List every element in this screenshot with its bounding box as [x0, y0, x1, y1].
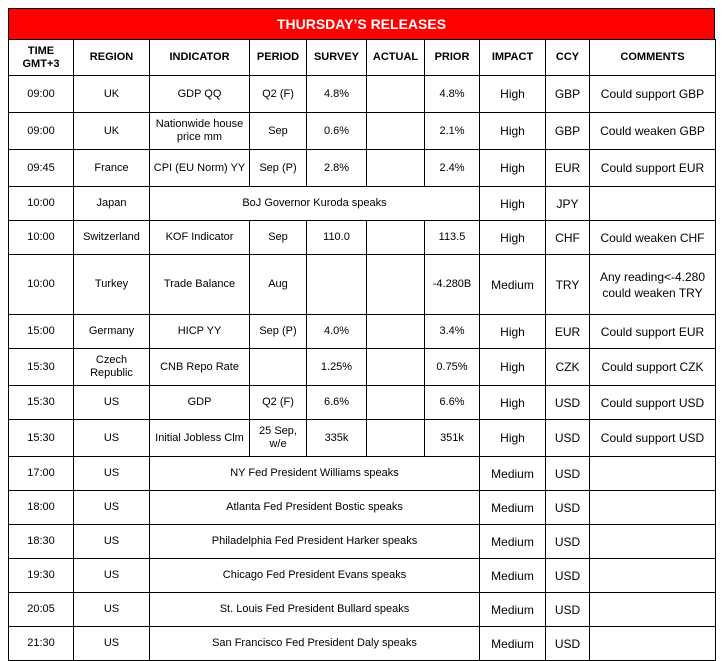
cell-time: 19:30 — [9, 559, 74, 593]
table-title: THURSDAY’S RELEASES — [8, 8, 715, 39]
cell-actual — [367, 315, 425, 349]
cell-ccy: USD — [546, 386, 590, 420]
table-row — [9, 491, 716, 525]
cell-indicator: Nationwide house price mm — [150, 113, 250, 150]
cell-time: 10:00 — [9, 255, 74, 315]
cell-survey: 1.25% — [307, 349, 367, 386]
cell-ccy: USD — [546, 457, 590, 491]
cell-prior: 3.4% — [425, 315, 480, 349]
cell-region: Germany — [74, 315, 150, 349]
table-body — [9, 76, 716, 661]
cell-ccy: USD — [546, 627, 590, 661]
header-period: PERIOD — [250, 40, 307, 76]
cell-time: 09:45 — [9, 150, 74, 187]
cell-impact: High — [480, 150, 546, 187]
cell-comments — [590, 491, 716, 525]
cell-region: Turkey — [74, 255, 150, 315]
cell-region: US — [74, 593, 150, 627]
cell-period: 25 Sep, w/e — [250, 420, 307, 457]
cell-impact: Medium — [480, 491, 546, 525]
cell-ccy: CHF — [546, 221, 590, 255]
table-row — [9, 457, 716, 491]
cell-actual — [367, 76, 425, 113]
cell-comments — [590, 627, 716, 661]
cell-survey — [307, 255, 367, 315]
cell-comments: Any reading<-4.280 could weaken TRY — [590, 255, 716, 315]
cell-ccy: USD — [546, 525, 590, 559]
cell-survey: 4.0% — [307, 315, 367, 349]
cell-region: US — [74, 559, 150, 593]
cell-time: 18:30 — [9, 525, 74, 559]
cell-impact: Medium — [480, 255, 546, 315]
cell-comments: Could support EUR — [590, 150, 716, 187]
cell-ccy: GBP — [546, 113, 590, 150]
header-row — [9, 40, 716, 76]
cell-region: US — [74, 525, 150, 559]
cell-time: 15:00 — [9, 315, 74, 349]
cell-comments: Could weaken GBP — [590, 113, 716, 150]
cell-region: Switzerland — [74, 221, 150, 255]
cell-prior: 2.1% — [425, 113, 480, 150]
cell-ccy: JPY — [546, 187, 590, 221]
cell-region: UK — [74, 76, 150, 113]
cell-ccy: USD — [546, 559, 590, 593]
table-row — [9, 255, 716, 315]
cell-ccy: TRY — [546, 255, 590, 315]
cell-survey: 4.8% — [307, 76, 367, 113]
cell-impact: High — [480, 221, 546, 255]
header-ccy: CCY — [546, 40, 590, 76]
cell-period — [250, 349, 307, 386]
cell-ccy: EUR — [546, 315, 590, 349]
cell-period: Sep (P) — [250, 315, 307, 349]
cell-actual — [367, 221, 425, 255]
cell-region: Japan — [74, 187, 150, 221]
cell-indicator: CPI (EU Norm) YY — [150, 150, 250, 187]
cell-comments: Could support USD — [590, 386, 716, 420]
cell-comments: Could support GBP — [590, 76, 716, 113]
cell-prior: 0.75% — [425, 349, 480, 386]
cell-time: 18:00 — [9, 491, 74, 525]
cell-event: St. Louis Fed President Bullard speaks — [150, 593, 480, 627]
cell-indicator: HICP YY — [150, 315, 250, 349]
cell-survey: 6.6% — [307, 386, 367, 420]
cell-time: 09:00 — [9, 76, 74, 113]
header-survey: SURVEY — [307, 40, 367, 76]
table-row — [9, 627, 716, 661]
cell-impact: Medium — [480, 525, 546, 559]
table-row — [9, 593, 716, 627]
cell-ccy: GBP — [546, 76, 590, 113]
cell-prior: 351k — [425, 420, 480, 457]
cell-actual — [367, 113, 425, 150]
cell-impact: Medium — [480, 627, 546, 661]
cell-time: 17:00 — [9, 457, 74, 491]
cell-indicator: GDP QQ — [150, 76, 250, 113]
cell-impact: High — [480, 349, 546, 386]
cell-actual — [367, 386, 425, 420]
cell-indicator: KOF Indicator — [150, 221, 250, 255]
cell-period: Sep (P) — [250, 150, 307, 187]
cell-event: San Francisco Fed President Daly speaks — [150, 627, 480, 661]
cell-impact: High — [480, 113, 546, 150]
cell-actual — [367, 420, 425, 457]
cell-actual — [367, 150, 425, 187]
cell-impact: High — [480, 315, 546, 349]
cell-period: Q2 (F) — [250, 76, 307, 113]
cell-comments: Could support CZK — [590, 349, 716, 386]
table-row — [9, 150, 716, 187]
table-row — [9, 559, 716, 593]
cell-ccy: EUR — [546, 150, 590, 187]
header-comments: COMMENTS — [590, 40, 716, 76]
cell-event: BoJ Governor Kuroda speaks — [150, 187, 480, 221]
table-row — [9, 315, 716, 349]
cell-impact: Medium — [480, 457, 546, 491]
cell-indicator: GDP — [150, 386, 250, 420]
cell-ccy: USD — [546, 593, 590, 627]
cell-region: US — [74, 457, 150, 491]
cell-event: Philadelphia Fed President Harker speaks — [150, 525, 480, 559]
cell-impact: Medium — [480, 559, 546, 593]
cell-impact: Medium — [480, 593, 546, 627]
header-region: REGION — [74, 40, 150, 76]
releases-panel — [8, 8, 715, 661]
cell-region: US — [74, 627, 150, 661]
cell-comments — [590, 593, 716, 627]
cell-period: Q2 (F) — [250, 386, 307, 420]
cell-indicator: Initial Jobless Clm — [150, 420, 250, 457]
table-row — [9, 349, 716, 386]
cell-event: Atlanta Fed President Bostic speaks — [150, 491, 480, 525]
cell-comments: Could support EUR — [590, 315, 716, 349]
cell-impact: High — [480, 76, 546, 113]
cell-prior: -4.280B — [425, 255, 480, 315]
header-impact: IMPACT — [480, 40, 546, 76]
table-row — [9, 76, 716, 113]
cell-survey: 2.8% — [307, 150, 367, 187]
cell-ccy: USD — [546, 491, 590, 525]
cell-comments: Could support USD — [590, 420, 716, 457]
cell-region: France — [74, 150, 150, 187]
cell-survey: 335k — [307, 420, 367, 457]
cell-indicator: Trade Balance — [150, 255, 250, 315]
releases-table — [8, 39, 716, 661]
header-actual: ACTUAL — [367, 40, 425, 76]
cell-time: 15:30 — [9, 420, 74, 457]
cell-actual — [367, 255, 425, 315]
cell-prior: 6.6% — [425, 386, 480, 420]
cell-region: US — [74, 491, 150, 525]
table-row — [9, 386, 716, 420]
cell-survey: 0.6% — [307, 113, 367, 150]
cell-time: 10:00 — [9, 187, 74, 221]
table-row — [9, 525, 716, 559]
cell-time: 20:05 — [9, 593, 74, 627]
cell-comments: Could weaken CHF — [590, 221, 716, 255]
cell-impact: High — [480, 187, 546, 221]
header-time: TIME GMT+3 — [9, 40, 74, 76]
cell-event: Chicago Fed President Evans speaks — [150, 559, 480, 593]
header-prior: PRIOR — [425, 40, 480, 76]
cell-time: 10:00 — [9, 221, 74, 255]
cell-prior: 4.8% — [425, 76, 480, 113]
cell-region: US — [74, 386, 150, 420]
cell-comments — [590, 457, 716, 491]
table-row — [9, 113, 716, 150]
cell-indicator: CNB Repo Rate — [150, 349, 250, 386]
cell-region: UK — [74, 113, 150, 150]
cell-ccy: USD — [546, 420, 590, 457]
cell-region: US — [74, 420, 150, 457]
cell-comments — [590, 187, 716, 221]
cell-time: 21:30 — [9, 627, 74, 661]
cell-comments — [590, 525, 716, 559]
cell-region: Czech Republic — [74, 349, 150, 386]
table-row — [9, 420, 716, 457]
cell-prior: 2.4% — [425, 150, 480, 187]
cell-time: 09:00 — [9, 113, 74, 150]
cell-prior: 113.5 — [425, 221, 480, 255]
cell-survey: 110.0 — [307, 221, 367, 255]
cell-time: 15:30 — [9, 386, 74, 420]
cell-period: Sep — [250, 221, 307, 255]
cell-period: Aug — [250, 255, 307, 315]
cell-event: NY Fed President Williams speaks — [150, 457, 480, 491]
cell-time: 15:30 — [9, 349, 74, 386]
cell-impact: High — [480, 420, 546, 457]
table-row — [9, 221, 716, 255]
cell-period: Sep — [250, 113, 307, 150]
header-indicator: INDICATOR — [150, 40, 250, 76]
cell-actual — [367, 349, 425, 386]
cell-impact: High — [480, 386, 546, 420]
cell-comments — [590, 559, 716, 593]
cell-ccy: CZK — [546, 349, 590, 386]
table-row — [9, 187, 716, 221]
